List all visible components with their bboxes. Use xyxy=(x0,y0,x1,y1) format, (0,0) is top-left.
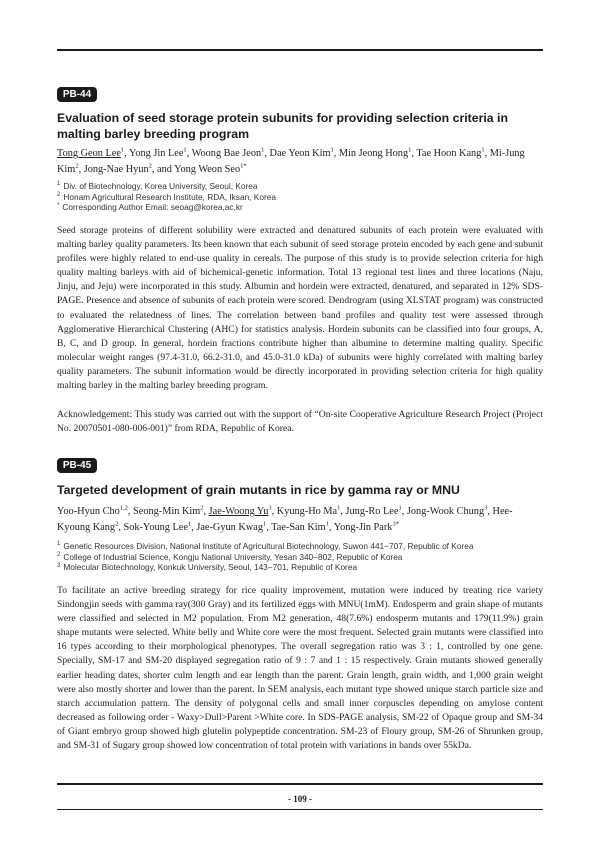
author-separator: , xyxy=(266,522,272,533)
author-separator: , xyxy=(78,164,84,175)
author-affiliation-mark: 3 xyxy=(484,504,488,512)
abstract-badge: PB-45 xyxy=(57,458,97,473)
author-separator: , xyxy=(333,148,339,159)
affiliation-list xyxy=(57,541,543,573)
affiliation xyxy=(57,192,543,203)
abstract-body: To facilitate an active breeding strategy for rice quality improvement, mutation were induced by treating rice variety Sindongjin seeds with gamma ray(300 Gray) and its fertilized eggs with MNU(1mM). Endosperm and grain shape of mutants were classified and selected in M2 population. From M2 generation, 48(7.6%) endosperm mutants and 179(11.9%) grain shape mutants were selected. White belly and White core were the most frequent. Selected grain mutants were classified into 16 types according to their morphological phenotypes. The overall segregation ratio was 3 : 1, controlled by one gene. Specially, SM-17 and SM-20 displayed segregation ratio of 9 : 7 and 1 : 15 respectively. Grain mutants showed generally earlier heading dates, shorter culm length and ear length than the parent. Grain length, grain width, and 1,000 grain weight were also mostly shorter and lower than the parent. In SEM analysis, each mutant type showed unique starch particle size and starch accumulation pattern. The density of polygonal cells and small inner corpuscles depending on amylose content decreased as following order - Waxy>Dull>Parent >White core. In SDS-PAGE analysis, SM-22 of Opaque group and SM-34 of Giant embryo group showed high glutelin polypeptide concentration. SM-23 of Floury group, SM-26 of Shrunken group, and SM-31 of Sugary group showed low concentration of total protein with variations in bands over 55kDa. xyxy=(57,585,543,752)
author-affiliation-mark: 1 xyxy=(481,146,485,154)
affiliation-text: Div. of Biotechnology, Korea University, Seoul, Korea xyxy=(63,181,258,191)
affiliation-text: Corresponding Author Email: seoag@korea,ac,kr xyxy=(62,202,243,213)
author-affiliation-mark: 3* xyxy=(392,520,399,528)
author-affiliation-mark: 1 xyxy=(325,520,329,528)
author-name: Woong Bae Jeon xyxy=(191,148,262,159)
author-affiliation-mark: 1 xyxy=(120,146,125,154)
affiliation-text: Molecular Biotechnology, Konkuk University, Seoul, 143−701, Republic of Korea xyxy=(63,562,358,573)
author-separator: , xyxy=(264,148,270,159)
author-affiliation-mark: 1 xyxy=(187,520,192,528)
author-name: Jong-Nae Hyun xyxy=(83,164,149,175)
author-separator: , xyxy=(411,148,417,159)
author-separator: , xyxy=(118,522,124,533)
author-affiliation-mark: 1 xyxy=(398,504,402,512)
author-separator: , xyxy=(127,506,134,517)
top-rule xyxy=(57,49,543,51)
affiliation xyxy=(57,181,543,192)
author-name: Jung-Ro Lee xyxy=(345,506,399,517)
author-name: Tae Hoon Kang xyxy=(416,148,482,159)
affiliation-mark: 2 xyxy=(57,191,61,198)
affiliation xyxy=(57,541,543,552)
affiliation xyxy=(57,562,543,573)
author-separator: , xyxy=(487,506,493,517)
author-name: Min Jeong Hong xyxy=(338,148,409,159)
author-name: Yoo-Hyun Cho xyxy=(57,506,120,517)
author-name: Yong-Jin Park xyxy=(333,522,393,533)
author-separator: , xyxy=(191,522,197,533)
author-list xyxy=(57,504,543,536)
author-affiliation-mark: 2 xyxy=(148,162,152,170)
abstract-title: Targeted development of grain mutants in rice by gamma ray or MNU xyxy=(57,483,460,497)
affiliation-mark: 3 xyxy=(57,562,61,569)
affiliation-mark: 1 xyxy=(57,541,61,548)
affiliation-text: Honam Agricultural Research Institute, RDA, Iksan, Korea xyxy=(63,191,276,202)
abstract-title: Evaluation of seed storage protein subunits for providing selection criteria in malting barley breeding program xyxy=(57,111,508,141)
author-affiliation-mark: 1 xyxy=(262,520,267,528)
author-name: Tae-San Kim xyxy=(271,522,326,533)
author-separator: , and xyxy=(151,164,175,175)
author-affiliation-mark: 1* xyxy=(240,162,247,170)
author-name: Hee-Kyoung Kang xyxy=(57,506,513,533)
author-name: Yong Weon Seo xyxy=(174,164,241,175)
affiliation-mark: 2 xyxy=(57,551,61,558)
author-affiliation-mark: 2 xyxy=(200,504,204,512)
affiliation-text: Genetic Resources Division, National Institute of Agricultural Biotechnology, Suwon 441−707, Republic of Korea xyxy=(63,541,474,551)
author-affiliation-mark: 1,2 xyxy=(119,504,128,512)
author-affiliation-mark: 3 xyxy=(268,504,272,512)
author-separator: , xyxy=(484,148,490,159)
author-separator: , xyxy=(340,506,346,517)
author-affiliation-mark: 1 xyxy=(337,504,341,512)
author-separator: , xyxy=(186,148,192,159)
author-separator: , xyxy=(203,506,209,517)
author-name: Jong-Wook Chung xyxy=(406,506,485,517)
author-name: Dae Yeon Kim xyxy=(269,148,331,159)
affiliation xyxy=(57,202,543,213)
author-name: Kyung-Ho Ma xyxy=(276,506,338,517)
author-affiliation-mark: 2 xyxy=(75,162,79,170)
affiliation-text: College of Industrial Science, Kongju National University, Yesan 340−802, Republic of Korea xyxy=(63,551,403,562)
author-name: Sok-Young Lee xyxy=(123,522,188,533)
author-name: Jae-Gyun Kwag xyxy=(196,522,263,533)
author-affiliation-mark: 1 xyxy=(261,146,265,154)
author-separator: , xyxy=(271,506,277,517)
author-name: Tong Geon Lee xyxy=(57,148,121,159)
page-number: - 109 - xyxy=(288,794,312,804)
author-affiliation-mark: 2 xyxy=(115,520,119,528)
author-name: Yong Jin Lee xyxy=(128,148,184,159)
footer-rule xyxy=(57,809,543,810)
affiliation-mark: 1 xyxy=(57,181,61,188)
author-name: Jae-Woong Yu xyxy=(208,506,269,517)
author-name: Seong-Min Kim xyxy=(133,506,201,517)
affiliation xyxy=(57,552,543,563)
author-affiliation-mark: 1 xyxy=(408,146,412,154)
author-affiliation-mark: 1 xyxy=(330,146,334,154)
affiliation-list xyxy=(57,181,543,213)
author-name: Mi-Jung Kim xyxy=(57,148,525,175)
bottom-rule xyxy=(57,783,543,785)
author-affiliation-mark: 1 xyxy=(183,146,187,154)
author-separator: , xyxy=(401,506,407,517)
author-separator: , xyxy=(328,522,334,533)
author-separator: , xyxy=(124,148,129,159)
affiliation-mark: * xyxy=(57,202,60,209)
abstract-body: Seed storage proteins of different solubility were extracted and denatured subunits of each protein were evaluated with malting barley quality parameters. Its been known that each subunit of seed storage protein encoded by each gene and subunit profiles were highly related to end-use quality in cereals. The purpose of this study is to provide selection criteria for high quality malting barleys with aid of bichemical-genetic information. Total 13 regional test lines and three locations (Naju, Jinju, and Jeju) were incorporated in this study. Albumin and hordein were extracted, denatured, and separated in 12% SDS-PAGE. Presence and absence of subunits of each protein were scored. Dendrogram (using XLSTAT program) was constructed to evaluated the relatedness of lines. The correlation between band profiles and quality test were assessed through Agglomerative Hierarchical Clustering (AHC) for statistics analysis. Hordein subunits can be classified into four groups, A, B, C, and D group. In general, hordein fractions contribute higher than albumine to determine malting quality. Specific molecular weight ranges (97.4-31.0, 66.2-31.0, and 45.0-31.0 kDa) of subunits were highly correlated with malting barley quality parameters. The subunit information would be directly incorporated in providing selection criteria for high quality malting barley in the malting barley breeding program. xyxy=(57,225,543,392)
acknowledgement: Acknowledgement: This study was carried out with the support of “On-site Cooperative Agriculture Research Project (Project No. 20070501-080-006-001)” from RDA, Republic of Korea. xyxy=(57,409,543,435)
abstract-badge: PB-44 xyxy=(57,87,97,102)
author-list xyxy=(57,146,543,178)
